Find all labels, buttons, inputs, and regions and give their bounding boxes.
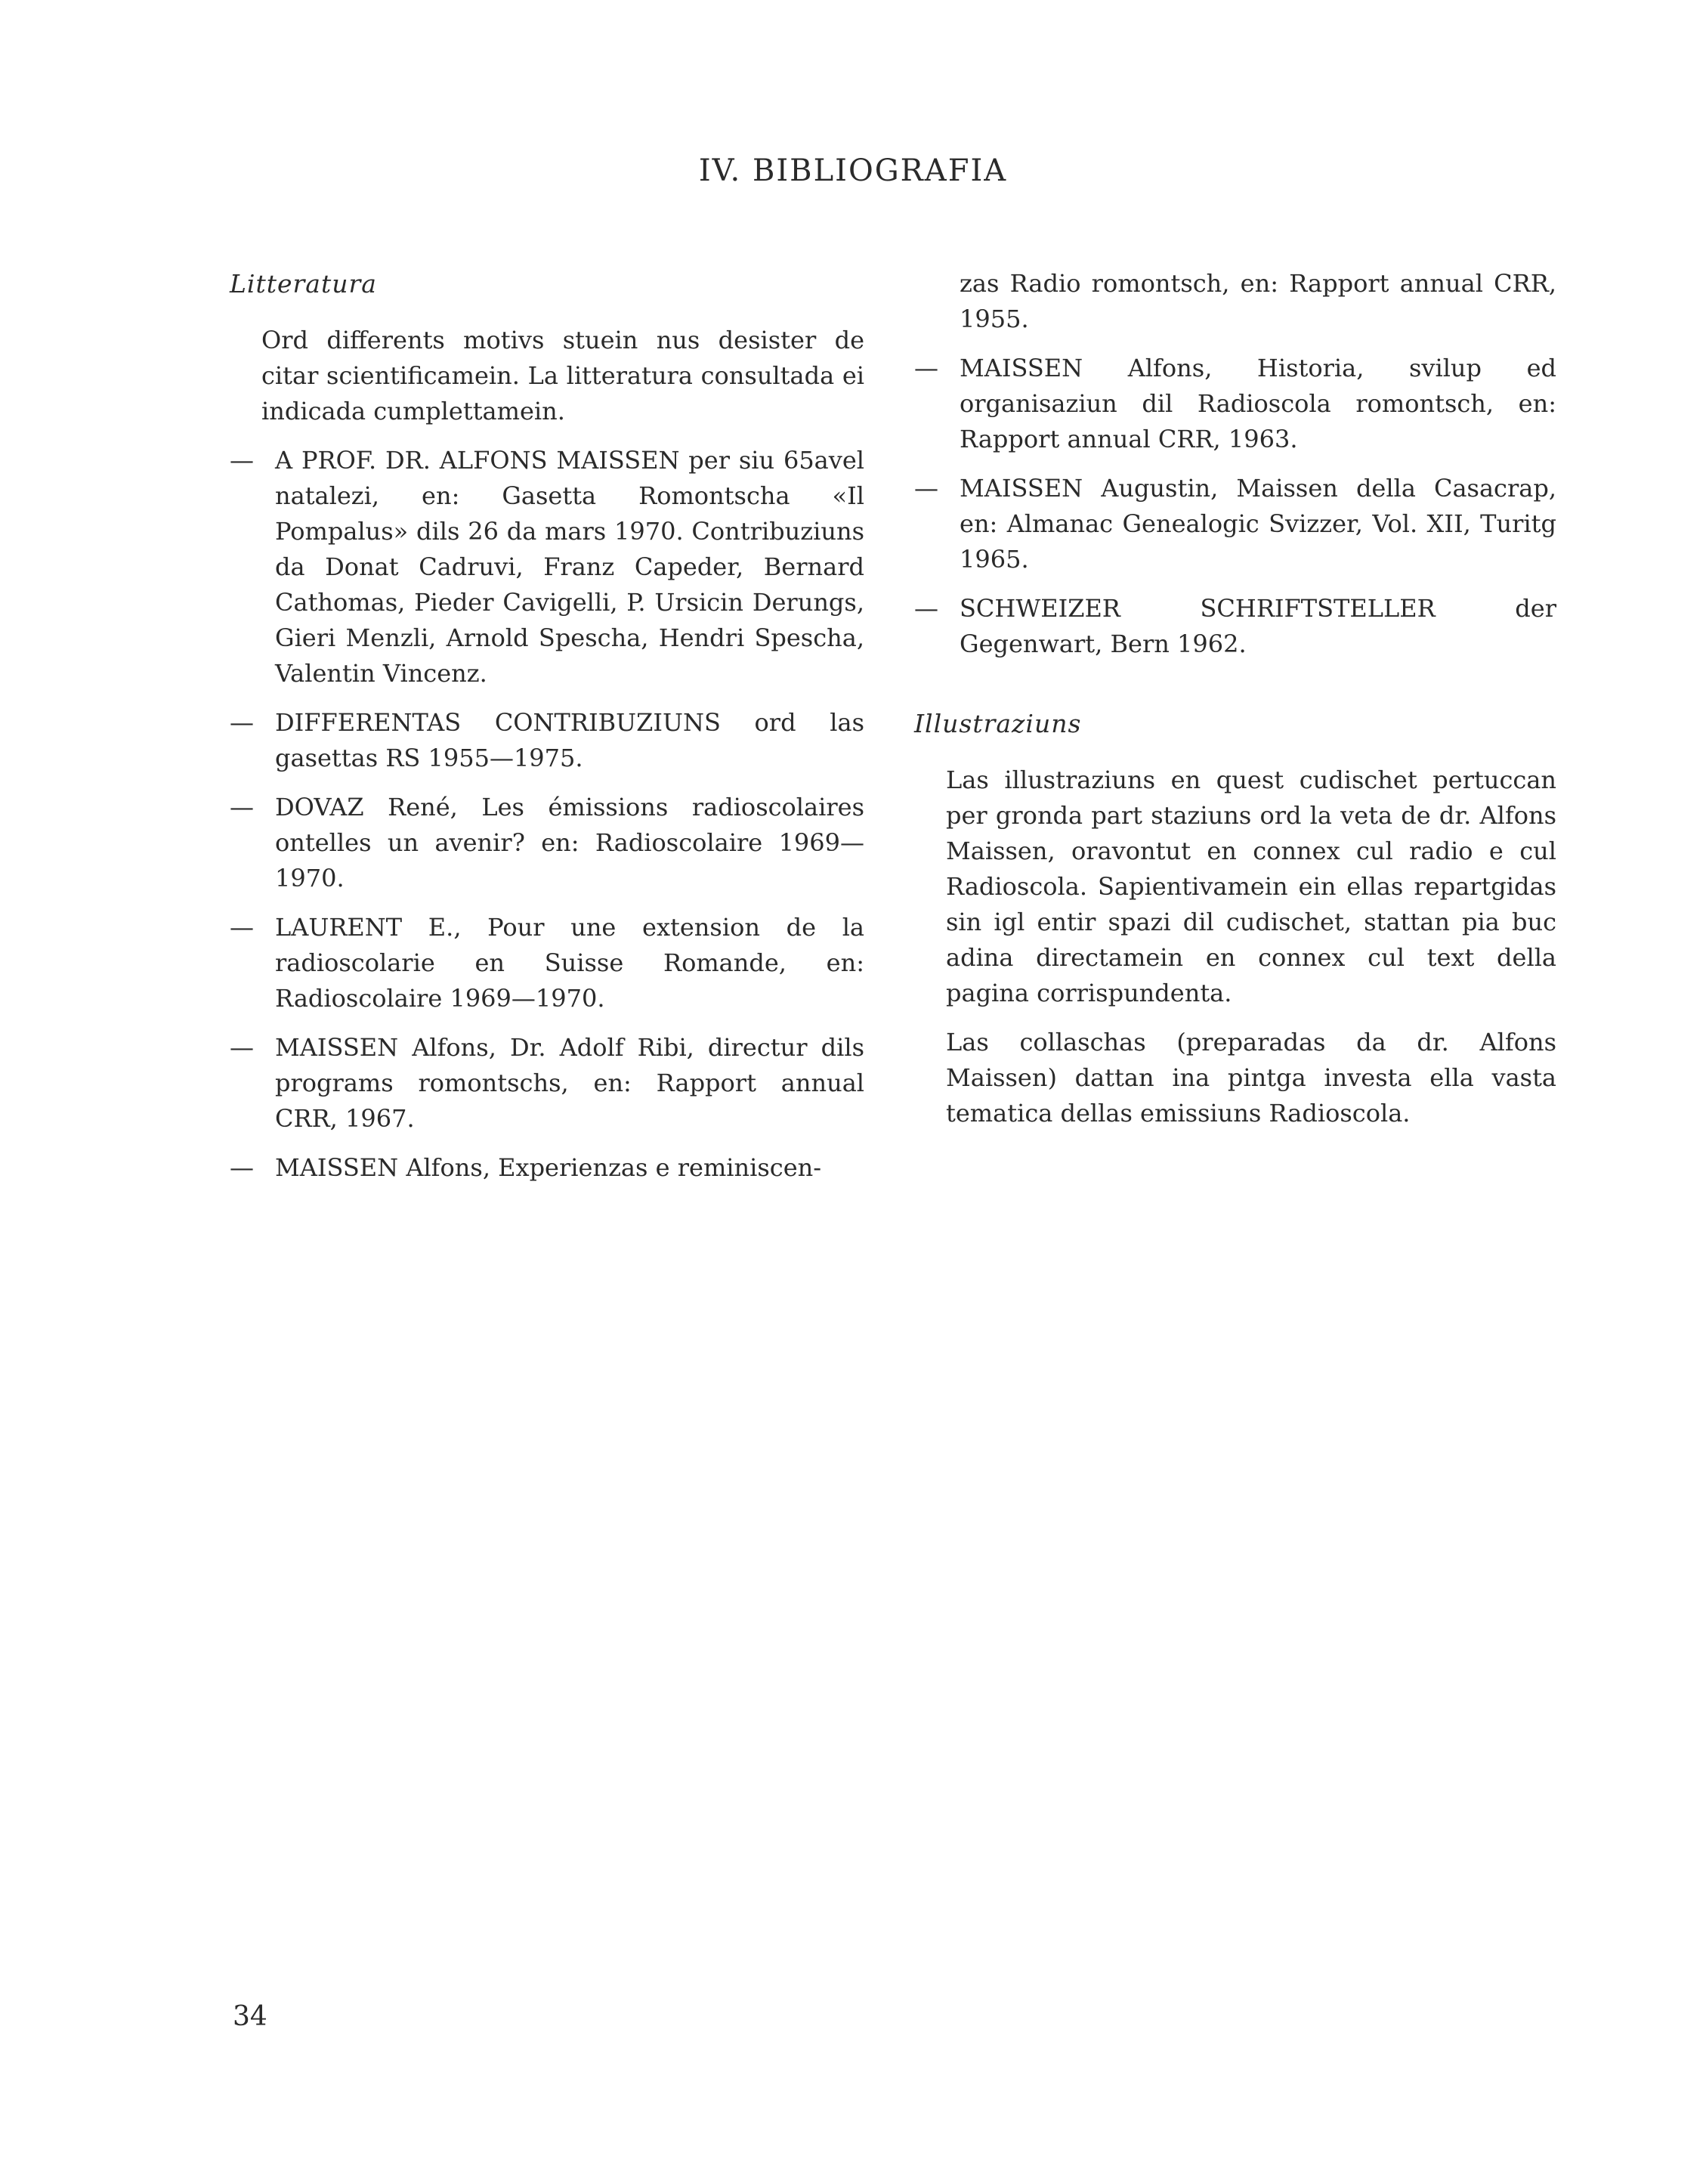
- dash-marker: —: [230, 708, 254, 737]
- bibliography-entry: [230, 790, 864, 896]
- intro-paragraph: Ord differents motivs stuein nus desister de citar scientificamein. La litteratura consultada ei indicada cumplettamein.: [261, 326, 864, 425]
- dash-marker: —: [914, 474, 938, 503]
- dash-marker: —: [230, 1033, 254, 1062]
- right-column: [914, 266, 1556, 1145]
- entry-text: MAISSEN Augustin, Maissen della Casacrap, en: Almanac Genealogic Svizzer, Vol. XII, Turitg 1965.: [960, 474, 1556, 574]
- body-paragraph: Las illustraziuns en quest cudischet pertuccan per gronda part staziuns ord la veta de dr. Alfons Maissen, oravontut en connex cul radio e cul Radioscola. Sapientivamein ein ellas repartgidas sin igl entir spazi dil cudischet, stattan pia buc adina directamein en connex cul text della pagina corrispundenta.: [946, 766, 1556, 1007]
- left-column: [230, 266, 864, 1199]
- bibliography-entry: [230, 1030, 864, 1137]
- entry-text: MAISSEN Alfons, Dr. Adolf Ribi, directur dils programs romontschs, en: Rapport annual CRR, 1967.: [275, 1033, 864, 1133]
- entry-text: DOVAZ René, Les émissions radioscolaires ontelles un avenir? en: Radioscolaire 1969—1970.: [275, 793, 864, 892]
- bibliography-entry: [230, 443, 864, 691]
- dash-marker: —: [230, 913, 254, 942]
- bibliography-entry: [230, 705, 864, 776]
- entry-text: DIFFERENTAS CONTRIBUZIUNS ord las gasettas RS 1955—1975.: [275, 708, 864, 772]
- dash-marker: —: [230, 793, 254, 821]
- entry-text: A PROF. DR. ALFONS MAISSEN per siu 65avel natalezi, en: Gasetta Romontscha «Il Pompalus» dils 26 da mars 1970. Contribuziuns da Donat Cadruvi, Franz Capeder, Bernard Cathomas, Pieder Cavigelli, P. Ursicin Derungs, Gieri Menzli, Arnold Spescha, Hendri Spescha, Valentin Vincenz.: [275, 446, 864, 688]
- entry-text: MAISSEN Alfons, Historia, svilup ed organisaziun dil Radioscola romontsch, en: Rapport annual CRR, 1963.: [960, 354, 1556, 453]
- dash-marker: —: [914, 354, 938, 382]
- page-number: 34: [233, 2001, 267, 2032]
- entry-text: MAISSEN Alfons, Experienzas e reminiscen-: [275, 1153, 822, 1182]
- dash-marker: —: [230, 1153, 254, 1182]
- bibliography-entry: [914, 471, 1556, 577]
- entry-text: SCHWEIZER SCHRIFTSTELLER der Gegenwart, Bern 1962.: [960, 594, 1556, 658]
- section-heading-illustraziuns: Illustraziuns: [914, 709, 1082, 738]
- bibliography-entry: [914, 351, 1556, 457]
- bibliography-entry: [230, 1150, 864, 1186]
- dash-marker: —: [230, 446, 254, 475]
- page-title: IV. BIBLIOGRAFIA: [698, 153, 1008, 188]
- bibliography-entry: [914, 591, 1556, 662]
- entry-text: LAURENT E., Pour une extension de la radioscolarie en Suisse Romande, en: Radioscolaire 1969—1970.: [275, 913, 864, 1013]
- section-spacer: [914, 676, 1556, 706]
- dash-marker: —: [914, 594, 938, 623]
- bibliography-entry: [230, 910, 864, 1016]
- section-heading-litteratura: Litteratura: [230, 269, 377, 299]
- entry-continuation: zas Radio romontsch, en: Rapport annual CRR, 1955.: [960, 269, 1556, 333]
- body-paragraph: Las collaschas (preparadas da dr. Alfons Maissen) dattan ina pintga investa ella vasta tematica dellas emissiuns Radioscola.: [946, 1028, 1556, 1128]
